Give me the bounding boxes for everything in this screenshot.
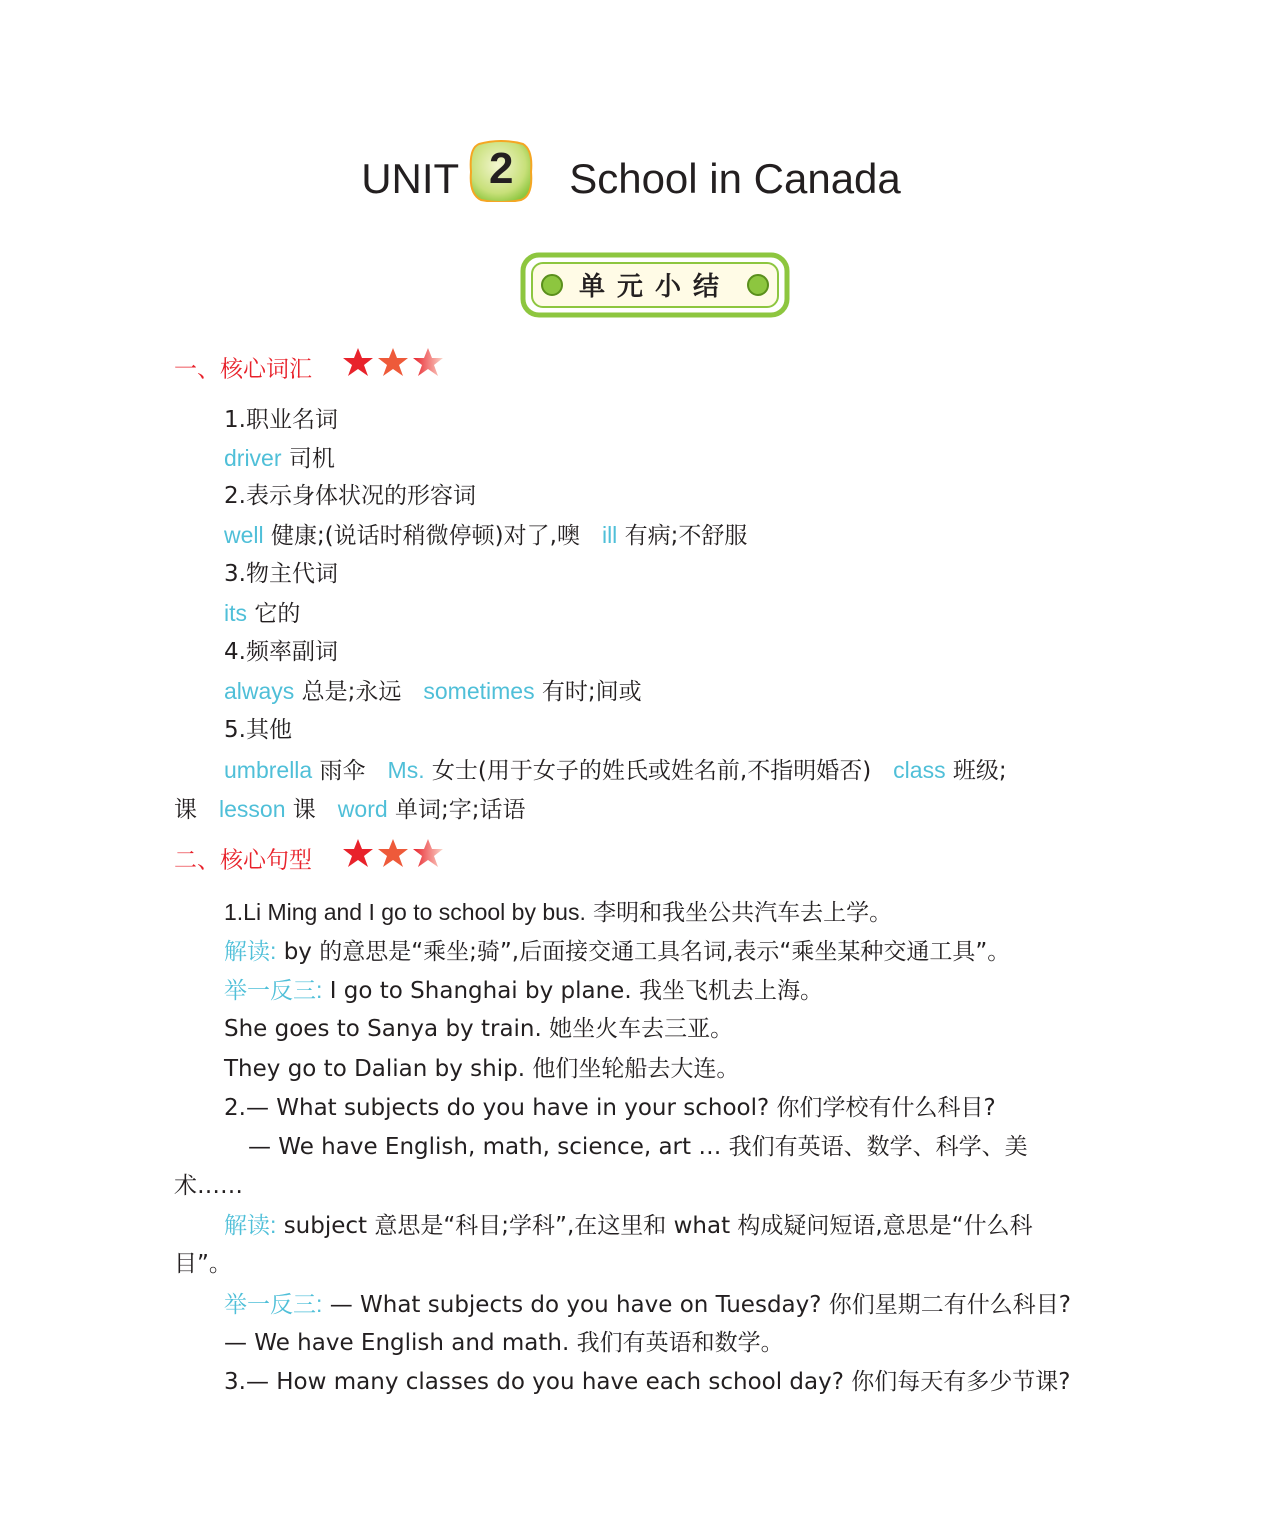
meaning: 雨伞 (319, 758, 366, 784)
section-sentences-heading (174, 841, 445, 881)
summary-badge (520, 252, 790, 318)
meaning: 班级; (952, 758, 1007, 784)
star-3-icon (413, 348, 443, 376)
meaning: 有时;间或 (541, 679, 642, 705)
star-2-icon (378, 839, 408, 867)
keyword: word (337, 796, 388, 822)
explain-text: by 的意思是“乘坐;骑”,后面接交通工具名词,表示“乘坐某种交通工具”。 (283, 939, 1011, 965)
section-vocab-title: 一、核心词汇 (174, 356, 312, 383)
vocab-category-1: 1.职业名词 (224, 407, 338, 433)
sentence-2-example-1 (224, 1289, 1071, 1320)
vocab-category-2: 2.表示身体状况的形容词 (224, 483, 476, 509)
sentence-1 (224, 897, 892, 928)
example-label: 举一反三: (224, 1291, 323, 1317)
meaning: 总是;永远 (301, 679, 402, 705)
sentence-2-explain (224, 1210, 1033, 1241)
keyword: its (224, 600, 247, 626)
unit-title (0, 144, 1262, 210)
star-3-icon (413, 839, 443, 867)
sentence-2-explain-cont: 目”。 (174, 1251, 232, 1277)
sentence-1-example-1 (224, 975, 823, 1006)
sentence-1-explain (224, 936, 1010, 967)
example-label: 举一反三: (224, 977, 323, 1003)
vocab-line-its (224, 598, 300, 629)
vocab-line-always-sometimes (224, 676, 642, 707)
meaning: 女士(用于女子的姓氏或姓名前,不指明婚否) (431, 758, 872, 784)
vocab-line-others-1 (224, 755, 1007, 786)
star-2-icon (378, 348, 408, 376)
meaning: 课 (174, 797, 197, 823)
sentence-3-question: 3.— How many classes do you have each school day? 你们每天有多少节课? (224, 1369, 1071, 1395)
sentence-zh: 李明和我坐公共汽车去上学。 (593, 900, 893, 926)
star-rating-icon (341, 346, 445, 380)
vocab-line-driver (224, 443, 335, 474)
sentence-2-answer-cont: 术…… (174, 1173, 243, 1199)
unit-subject: School in Canada (569, 155, 901, 202)
unit-number-badge (469, 140, 533, 202)
section-vocab-heading (174, 350, 445, 390)
keyword: Ms. (387, 757, 425, 783)
star-1-icon (343, 839, 373, 867)
sentence-1-example-2: She goes to Sanya by train. 她坐火车去三亚。 (224, 1016, 734, 1042)
meaning: 它的 (254, 601, 301, 627)
section-sentences-title: 二、核心句型 (174, 847, 312, 874)
vocab-category-5: 5.其他 (224, 717, 292, 743)
vocab-line-others-2 (174, 794, 525, 825)
example-text: I go to Shanghai by plane. 我坐飞机去上海。 (329, 978, 823, 1004)
sentence-2-question: 2.— What subjects do you have in your school? 你们学校有什么科目? (224, 1095, 996, 1121)
explain-label: 解读: (224, 1212, 277, 1238)
keyword: sometimes (423, 678, 535, 704)
keyword: well (224, 522, 264, 548)
sentence-2-answer: — We have English, math, science, art … 我们有英语、数学、科学、美 (248, 1134, 1028, 1160)
difficulty-stars (341, 837, 445, 877)
sentence-en: 1.Li Ming and I go to school by bus. (224, 899, 586, 925)
explain-text: subject 意思是“科目;学科”,在这里和 what 构成疑问短语,意思是“什么科 (283, 1213, 1033, 1239)
keyword: ill (601, 522, 618, 548)
keyword: class (893, 757, 946, 783)
star-rating-icon (341, 837, 445, 871)
summary-label: 单元小结 (578, 272, 731, 302)
unit-label: UNIT (361, 155, 460, 202)
keyword: always (224, 678, 295, 704)
vocab-category-3: 3.物主代词 (224, 561, 338, 587)
vocab-category-4: 4.频率副词 (224, 639, 338, 665)
keyword: lesson (219, 796, 286, 822)
keyword: umbrella (224, 757, 313, 783)
sentence-2-example-2: — We have English and math. 我们有英语和数学。 (224, 1330, 784, 1356)
meaning: 课 (292, 797, 316, 823)
explain-label: 解读: (224, 938, 277, 964)
sentence-1-example-3: They go to Dalian by ship. 他们坐轮船去大连。 (224, 1056, 740, 1082)
example-text: — What subjects do you have on Tuesday? 你们星期二有什么科目? (329, 1292, 1071, 1318)
unit-number: 2 (488, 144, 514, 193)
meaning: 健康;(说话时稍微停顿)对了,噢 (270, 523, 580, 549)
meaning: 司机 (288, 446, 335, 472)
vocab-line-well-ill (224, 520, 747, 551)
star-1-icon (343, 348, 373, 376)
keyword: driver (224, 445, 282, 471)
meaning: 有病;不舒服 (624, 523, 748, 549)
meaning: 单词;字;话语 (394, 797, 526, 823)
difficulty-stars (341, 346, 445, 386)
